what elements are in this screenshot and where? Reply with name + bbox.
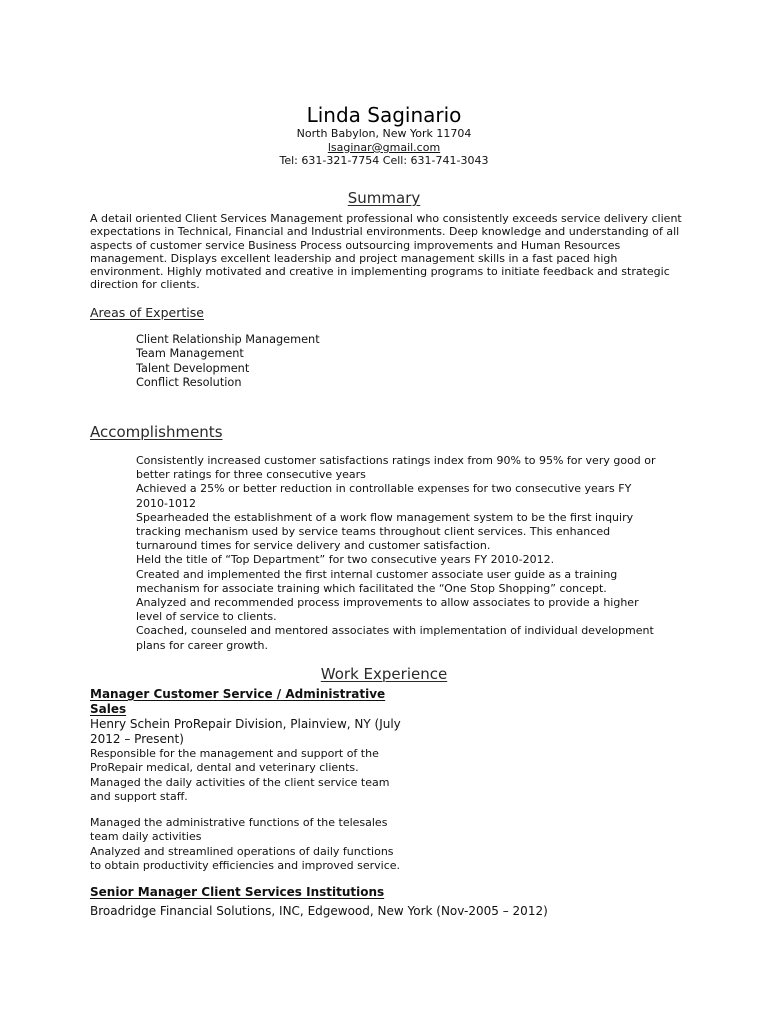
expertise-list [136,333,320,390]
candidate-name: Linda Saginario [306,103,462,127]
job1-company [90,717,401,747]
job1-duty-line: to obtain productivity efficiencies and improved service. [90,858,401,872]
accomplishment-line: Achieved a 25% or better reduction in controllable expenses for two consecutive years FY [136,482,632,496]
accomplishment-line: plans for career growth. [136,638,268,652]
accomplishments-heading: Accomplishments [90,423,223,441]
job1-duty-line: Responsible for the management and support of the [90,747,379,760]
job1-duties-a [90,747,389,804]
accomplishment-line: 2010-1012 [136,496,196,510]
job1-title-line: Manager Customer Service / Administrative [90,687,386,701]
job1-company-line: Henry Schein ProRepair Division, Plainview, NY (July [90,717,401,731]
accomplishment-line: Spearheaded the establishment of a work flow management system to be the first inquiry [136,510,634,524]
job1-title-line: Sales [90,702,127,716]
expertise-item: Team Management [136,347,244,361]
accomplishment-line: Created and implemented the first internal customer associate user guide as a training [136,567,618,581]
accomplishment-line: turnaround times for service delivery and customer satisfaction. [136,539,491,553]
email-link[interactable]: lsaginar@gmail.com [327,141,441,154]
accomplishments-list [136,454,696,653]
summary-text: A detail oriented Client Services Management professional who consistently exceeds service delivery client expectations in Technical, Financial and Industrial environments. Deep knowledge and understanding of all aspects of customer service Business Process outsourcing improvements and Human Resources management. Displays excellent leadership and project management skills in a fast paced high environment. Highly motivated and creative in implementing programs to initiate feedback and strategic direction for clients. [90,212,682,292]
expertise-item: Talent Development [136,361,250,375]
job2-title: Senior Manager Client Services Institutions [90,885,385,899]
accomplishment-line: Coached, counseled and mentored associates with implementation of individual development [136,624,654,638]
accomplishment-line: mechanism for associate training which facilitated the “One Stop Shopping” concept. [136,581,607,595]
accomplishment-line: tracking mechanism used by service teams throughout client services. This enhanced [136,525,611,539]
job2-company: Broadridge Financial Solutions, INC, Edgewood, New York (Nov-2005 – 2012) [90,904,548,918]
job1-duties-b [90,816,400,873]
expertise-item: Conflict Resolution [136,375,242,389]
job1-title [90,687,385,717]
accomplishment-line: better ratings for three consecutive years [136,468,366,482]
job1-duty-line: team daily activities [90,830,202,844]
job1-duty-line: Managed the daily activities of the client service team [90,775,390,789]
accomplishment-line: Analyzed and recommended process improvements to allow associates to provide a higher [136,596,639,610]
job1-duty-line: Managed the administrative functions of the telesales [90,816,388,829]
accomplishment-line: Held the title of “Top Department” for two consecutive years FY 2010-2012. [136,553,555,567]
expertise-heading: Areas of Expertise [90,305,204,320]
job1-duty-line: and support staff. [90,789,188,803]
accomplishment-line: level of service to clients. [136,610,277,624]
summary-heading: Summary [347,189,421,207]
job1-company-line: 2012 – Present) [90,732,184,746]
job1-duty-line: ProRepair medical, dental and veterinary clients. [90,761,359,775]
job1-duty-line: Analyzed and streamlined operations of daily functions [90,844,394,858]
address: North Babylon, New York 11704 [296,127,472,140]
expertise-item: Client Relationship Management [136,333,320,346]
accomplishment-line: Consistently increased customer satisfactions ratings index from 90% to 95% for very good or [136,454,656,467]
work-experience-heading: Work Experience [320,665,448,683]
phone-numbers: Tel: 631-321-7754 Cell: 631-741-3043 [279,154,489,167]
